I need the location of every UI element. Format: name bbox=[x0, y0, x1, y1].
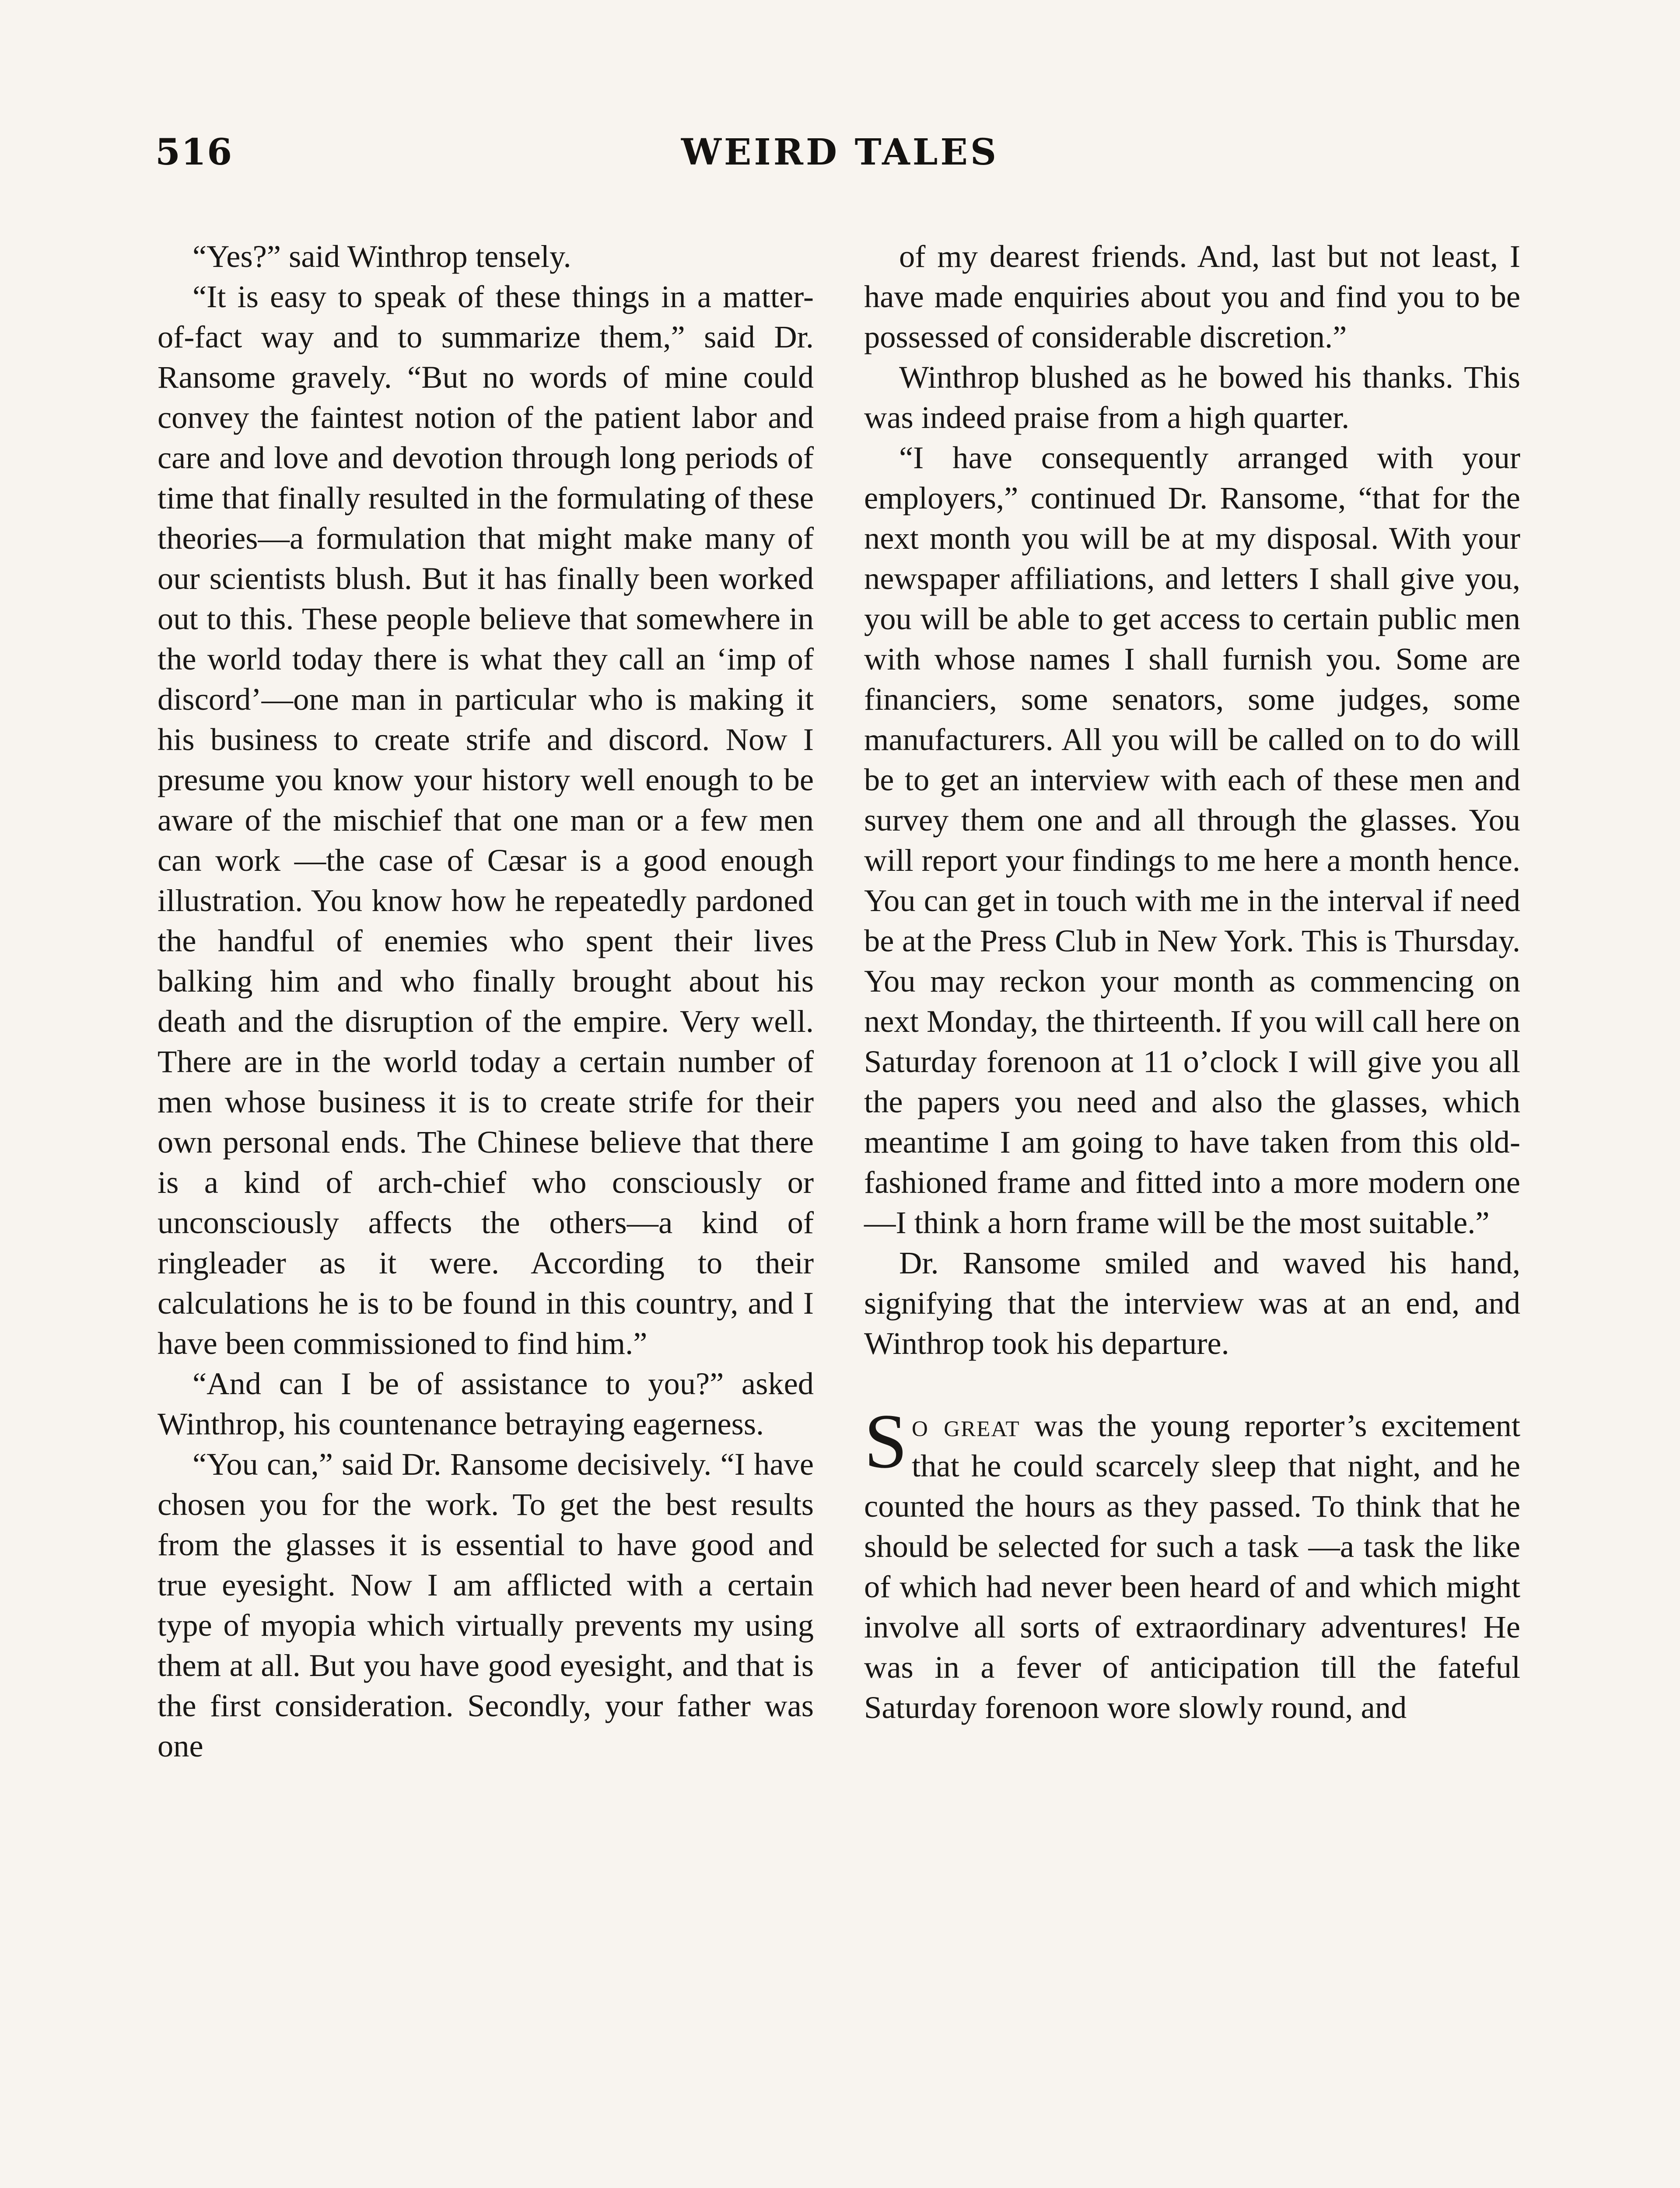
paragraph: of my dearest friends. And, last but not least, I have made enquiries about you and find you to be possessed of considerable discretion.” bbox=[864, 238, 1520, 354]
left-column bbox=[158, 236, 814, 1766]
section-text: was the young reporter’s excitement that he could scarcely sleep that night, and he counted the hours as they passed. To think that he should be selected for such a task —a task the like of which had never been heard of and which might involve all sorts of extraordinary adventures! He was in a fever of anticipation till the fateful Saturday forenoon wore slowly round, and bbox=[864, 1408, 1520, 1725]
paragraph: “I have consequently arranged with your employers,” continued Dr. Ransome, “that for the next month you will be at my disposal. With your newspaper affiliations, and letters I shall give you, you will be able to get access to certain public men with whose names I shall furnish you. Some are financiers, some senators, some judges, some manufacturers. All you will be called on to do will be to get an interview with each of these men and survey them one and all through the glasses. You will report your findings to me here a month hence. You can get in touch with me in the interval if need be at the Press Club in New York. This is Thursday. You may reckon your month as commencing on next Monday, the thirteenth. If you will call here on Saturday forenoon at 11 o’clock I will give you all the papers you need and also the glasses, which meantime I am going to have taken from this old-fashioned frame and fitted into a more modern one—I think a horn frame will be the most suitable.” bbox=[864, 440, 1520, 1240]
right-column bbox=[864, 236, 1520, 1728]
paragraph: Winthrop blushed as he bowed his thanks. This was indeed praise from a high quarter. bbox=[864, 359, 1520, 435]
paragraph: Dr. Ransome smiled and waved his hand, signifying that the interview was at an end, and Winthrop took his departure. bbox=[864, 1245, 1520, 1361]
paragraph: “It is easy to speak of these things in a matter-of-fact way and to summarize them,” said Dr. Ransome gravely. “But no words of mine could convey the faintest notion of the patient labor and care and love and devotion through long periods of time that finally resulted in the formulating of these theories—a formulation that might make many of our scientists blush. But it has finally been worked out to this. These people believe that somewhere in the world today there is what they call an ‘imp of discord’—one man in particular who is making it his business to create strife and discord. Now I presume you know your history well enough to be aware of the mischief that one man or a few men can work —the case of Cæsar is a good enough illustration. You know how he repeatedly pardoned the handful of enemies who spent their lives balking him and who finally brought about his death and the disruption of the empire. Very well. There are in the world today a certain number of men whose business it is to create strife for their own personal ends. The Chinese believe that there is a kind of arch-chief who consciously or unconsciously affects the others—a kind of ringleader as it were. According to their calculations he is to be found in this country, and I have been commissioned to find him.” bbox=[158, 279, 814, 1361]
drop-cap: S bbox=[864, 1398, 907, 1484]
page-number: 516 bbox=[155, 131, 233, 173]
small-caps-lead: o great bbox=[912, 1408, 1020, 1443]
running-title: WEIRD TALES bbox=[681, 131, 999, 173]
paragraph: “You can,” said Dr. Ransome decisively. “I have chosen you for the work. To get the best results from the glasses it is essential to have good and true eyesight. Now I am afflicted with a certain type of myopia which virtually prevents my using them at all. But you have good eyesight, and that is the first consideration. Secondly, your father was one bbox=[158, 1446, 814, 1764]
paragraph: “Yes?” said Winthrop tensely. bbox=[192, 238, 571, 274]
paragraph: “And can I be of assistance to you?” asked Winthrop, his countenance betraying eagerness. bbox=[158, 1366, 814, 1441]
section-opening-paragraph bbox=[864, 1398, 1520, 1728]
page-header bbox=[155, 131, 1525, 184]
